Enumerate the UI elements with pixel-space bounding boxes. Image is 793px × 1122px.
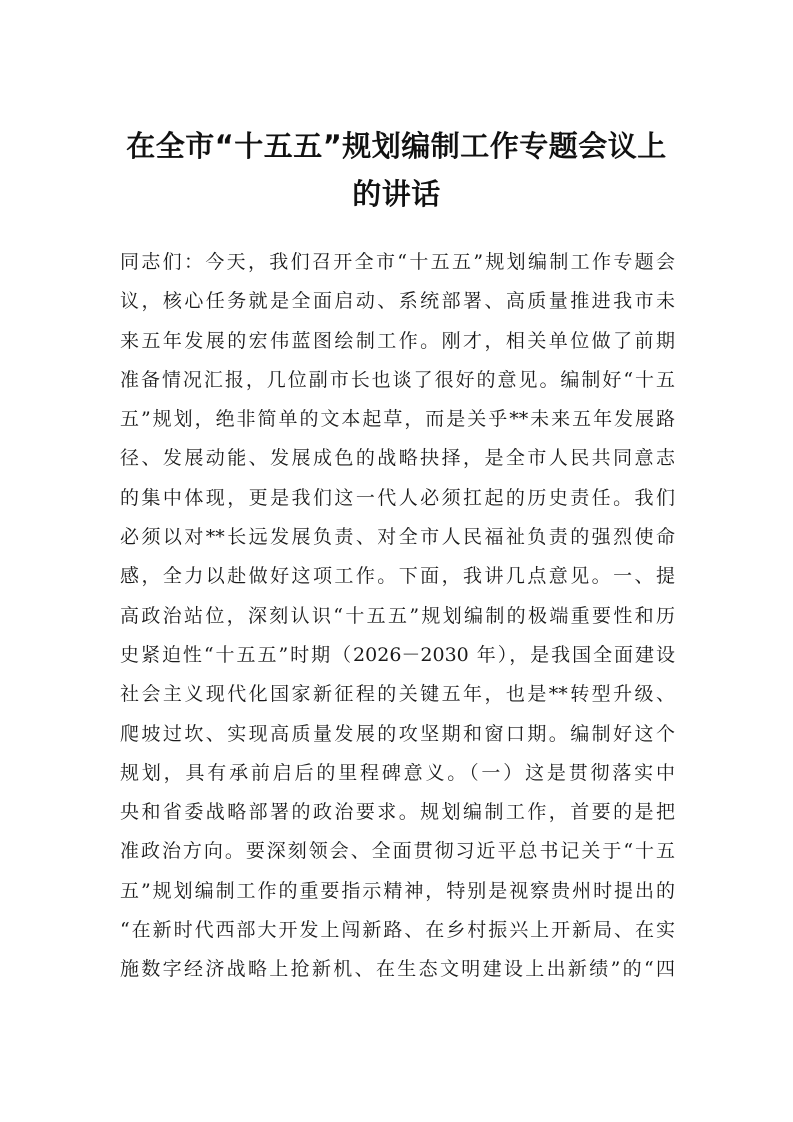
- body-line: 五”规划，绝非简单的文本起草，而是关乎**未来五年发展路: [120, 408, 675, 431]
- document-body: [120, 243, 675, 990]
- body-line: 央和省委战略部署的政治要求。规划编制工作，首要的是把: [120, 801, 675, 824]
- body-line: 同志们：今天，我们召开全市“十五五”规划编制工作专题会: [120, 251, 675, 273]
- body-line: “在新时代西部大开发上闯新路、在乡村振兴上开新局、在实: [120, 919, 675, 942]
- body-line: 五”规划编制工作的重要指示精神，特别是视察贵州时提出的: [120, 879, 675, 902]
- body-line: 社会主义现代化国家新征程的关键五年，也是**转型升级、: [120, 683, 675, 706]
- body-line: 爬坡过坎、实现高质量发展的攻坚期和窗口期。编制好这个: [120, 722, 675, 745]
- body-line: 准政治方向。要深刻领会、全面贯彻习近平总书记关于“十五: [120, 840, 675, 863]
- body-line: 史紧迫性“十五五”时期（2026－2030 年），是我国全面建设: [120, 643, 675, 666]
- body-line: 必须以对**长远发展负责、对全市人民福祉负责的强烈使命: [120, 526, 675, 549]
- body-line: 规划，具有承前启后的里程碑意义。（一）这是贯彻落实中: [120, 761, 675, 784]
- body-line: 施数字经济战略上抢新机、在生态文明建设上出新绩”的“四: [120, 958, 675, 981]
- body-line: 的集中体现，更是我们这一代人必须扛起的历史责任。我们: [120, 486, 675, 509]
- document-title: [100, 122, 693, 218]
- body-line: 径、发展动能、发展成色的战略抉择，是全市人民共同意志: [120, 447, 675, 470]
- title-line-1: 在全市“十五五”规划编制工作专题会议上: [126, 129, 667, 163]
- body-line: 准备情况汇报，几位副市长也谈了很好的意见。编制好“十五: [120, 368, 675, 391]
- body-line: 议，核心任务就是全面启动、系统部署、高质量推进我市未: [120, 290, 675, 313]
- body-line: 来五年发展的宏伟蓝图绘制工作。刚才，相关单位做了前期: [120, 329, 675, 352]
- title-line-2: 的讲话: [352, 177, 441, 211]
- body-line: 感，全力以赴做好这项工作。下面，我讲几点意见。一、提: [120, 565, 675, 588]
- body-line: 高政治站位，深刻认识“十五五”规划编制的极端重要性和历: [120, 604, 675, 627]
